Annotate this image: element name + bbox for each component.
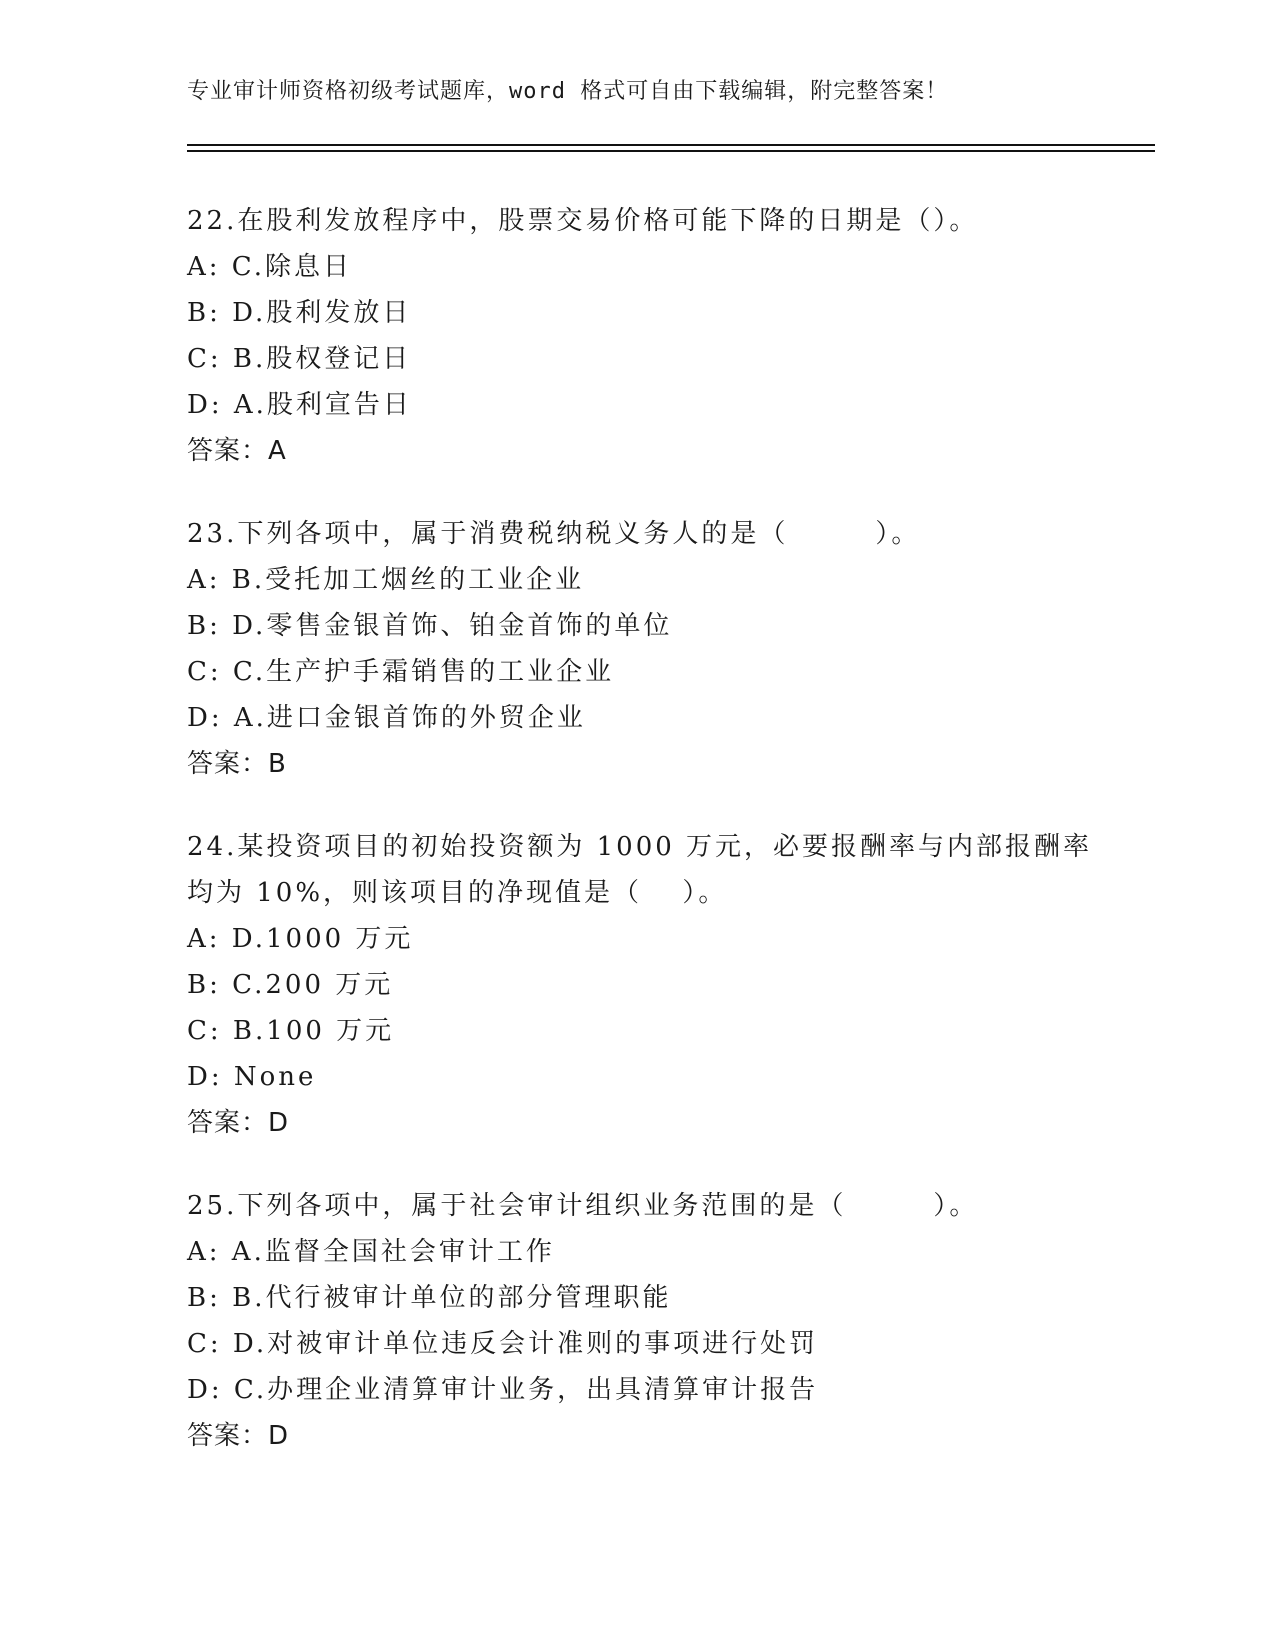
question-25 — [187, 1183, 1087, 1459]
option-d: D: None — [187, 1062, 317, 1092]
option-c: C: C.生产护手霜销售的工业企业 — [187, 657, 615, 687]
option-d: D: A.股利宣告日 — [187, 390, 412, 420]
question-list — [187, 198, 1093, 1496]
option-c: C: B.股权登记日 — [187, 344, 412, 374]
question-22 — [187, 198, 1087, 474]
option-a: A: A.监督全国社会审计工作 — [187, 1237, 555, 1267]
question-stem: 25.下列各项中，属于社会审计组织业务范围的是（ ）。 — [187, 1191, 979, 1221]
option-a: A: C.除息日 — [187, 252, 353, 282]
option-b: B: C.200 万元 — [187, 970, 394, 1000]
question-24 — [187, 824, 1093, 1146]
option-b: B: D.股利发放日 — [187, 298, 412, 328]
answer: 答案：B — [187, 749, 287, 779]
question-stem: 23.下列各项中，属于消费税纳税义务人的是（ ）。 — [187, 519, 921, 549]
question-stem: 22.在股利发放程序中，股票交易价格可能下降的日期是（）。 — [187, 206, 979, 236]
page-header: 专业审计师资格初级考试题库，word 格式可自由下载编辑，附完整答案！ — [187, 79, 949, 104]
option-d: D: C.办理企业清算审计业务，出具清算审计报告 — [187, 1375, 819, 1405]
header-divider-bottom — [187, 150, 1155, 152]
answer: 答案：D — [187, 1108, 290, 1138]
option-c: C: B.100 万元 — [187, 1016, 395, 1046]
option-d: D: A.进口金银首饰的外贸企业 — [187, 703, 586, 733]
option-a: A: D.1000 万元 — [187, 924, 414, 954]
option-b: B: B.代行被审计单位的部分管理职能 — [187, 1283, 672, 1313]
question-stem-line-1: 24.某投资项目的初始投资额为 1000 万元，必要报酬率与内部报酬率 — [187, 832, 1093, 862]
header-divider-top — [187, 144, 1155, 146]
question-stem-line-2: 均为 10%，则该项目的净现值是（ ）。 — [187, 878, 728, 908]
answer: 答案：A — [187, 436, 287, 466]
option-c: C: D.对被审计单位违反会计准则的事项进行处罚 — [187, 1329, 819, 1359]
option-b: B: D.零售金银首饰、铂金首饰的单位 — [187, 611, 673, 641]
question-23 — [187, 511, 1087, 787]
answer: 答案：D — [187, 1421, 290, 1451]
option-a: A: B.受托加工烟丝的工业企业 — [187, 565, 585, 595]
